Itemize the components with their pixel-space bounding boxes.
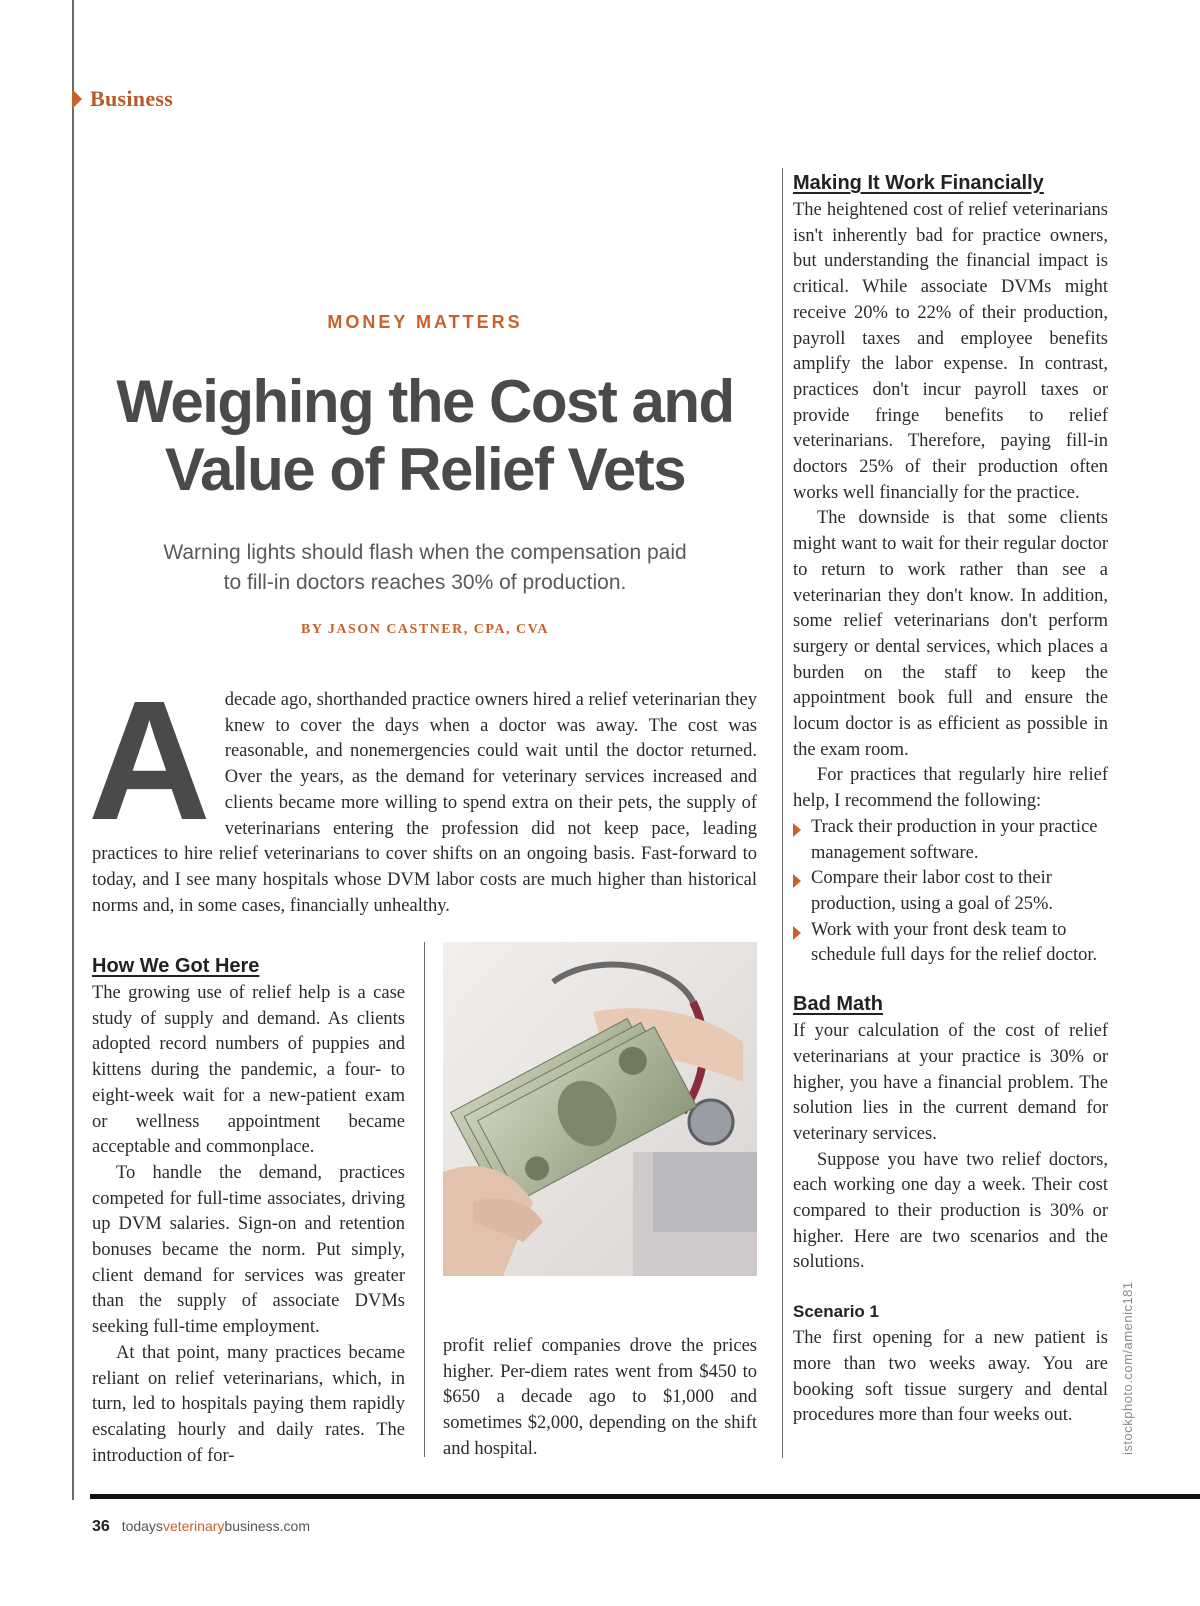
section-tag bbox=[72, 86, 173, 112]
financial-paragraph-1: The heightened cost of relief veterinarians isn't inherently bad for practice owners, but understanding the financial impact is critical. While associate DVMs might receive 20% to 22% of their production, payroll taxes and employee benefits amplify the labor expense. In contrast, practices don't incur payroll taxes or provide fringe benefits to relief veterinarians. Therefore, paying fill-in doctors 25% of their production often works well financially for the practice. bbox=[793, 200, 1108, 503]
page-number: 36 bbox=[92, 1518, 110, 1535]
list-item: Work with your front desk team to schedule full days for the relief doctor. bbox=[793, 918, 1108, 969]
column-divider-right bbox=[782, 168, 783, 1458]
column-divider bbox=[424, 942, 425, 1457]
financial-paragraph-2: The downside is that some clients might want to wait for their regular doctor to return to work rather than see a veterinarian they don't know. In addition, some relief veterinarians don't perform surgery or dental services, which places a burden on the staff to keep the appointment book full and ensure the locum doctor is as efficient as possible in the exam room. bbox=[793, 508, 1108, 760]
heading-how-we-got-here: How We Got Here bbox=[92, 955, 260, 977]
column-how-we-got-here bbox=[92, 953, 405, 1469]
triangle-marker-icon bbox=[72, 89, 82, 109]
footer bbox=[92, 1518, 310, 1536]
section-label: Business bbox=[90, 86, 174, 111]
heading-scenario-1: Scenario 1 bbox=[793, 1302, 879, 1322]
how-paragraph-2: To handle the demand, practices competed for full-time associates, driving up DVM salaries. Sign-on and retention bonuses became the norm. Put simply, client demand for services was greater than the supply of associate DVMs seeking full-time employment. bbox=[92, 1162, 405, 1338]
heading-bad-math: Bad Math bbox=[793, 993, 883, 1016]
financial-paragraph-3: For practices that regularly hire relief help, I recommend the following: bbox=[793, 765, 1108, 812]
footer-rule bbox=[90, 1494, 1200, 1499]
footer-site: todaysveterinarybusiness.com bbox=[121, 1518, 310, 1534]
column-right bbox=[793, 170, 1108, 1429]
how-paragraph-3: At that point, many practices became reliant on relief veterinarians, which, in turn, led to hospitals paying them rapidly escalating hourly and daily rates. The introduction of for- bbox=[92, 1342, 405, 1466]
byline: BY JASON CASTNER, CPA, CVA bbox=[301, 622, 549, 637]
photo-credit: istockphoto.com/amenic181 bbox=[1120, 1281, 1135, 1455]
column-how-continued bbox=[443, 1334, 757, 1463]
bullet-triangle-icon bbox=[793, 874, 801, 888]
badmath-paragraph-1: If your calculation of the cost of relief veterinarians at your practice is 30% or higher, you have a financial problem. The solution lies in the current demand for veterinary services. bbox=[793, 1021, 1108, 1144]
bullet-triangle-icon bbox=[793, 926, 801, 940]
left-margin-rule bbox=[72, 0, 74, 1500]
how-paragraph-1: The growing use of relief help is a case study of supply and demand. As clients adopted record numbers of puppies and kittens during the pandemic, a four- to eight-week wait for a new-patient exam or wellness appointment became acceptable and commonplace. bbox=[92, 983, 405, 1158]
bullet-triangle-icon bbox=[793, 823, 801, 837]
intro-text: decade ago, shorthanded practice owners hired a relief veterinarian they knew to cover the days when a doctor was away. The cost was reasonable, and nonemergencies could wait until the doctor returned. Over the years, as the demand for veterinary services increased and clients became more willing to spend extra on their pets, the supply of veterinarians entering the profession did not keep pace, leading practices to hire relief veterinarians to cover shifts on an ongoing basis. Fast-forward to today, and I see many hospitals whose DVM labor costs are much higher than historical norms and, in some cases, financially unhealthy. bbox=[92, 690, 757, 916]
badmath-paragraph-2: Suppose you have two relief doctors, each working one day a week. Their cost compared to their production is 30% or higher. Here are two scenarios and the solutions. bbox=[793, 1149, 1108, 1273]
intro-paragraph bbox=[88, 666, 757, 919]
kicker: MONEY MATTERS bbox=[327, 312, 523, 332]
heading-making-it-work: Making It Work Financially bbox=[793, 172, 1044, 194]
money-photo-image bbox=[443, 942, 757, 1276]
list-item: Compare their labor cost to their production, using a goal of 25%. bbox=[793, 866, 1108, 917]
scenario1-paragraph-1: The first opening for a new patient is more than two weeks away. You are booking soft tissue surgery and dental procedures more than four weeks out. bbox=[793, 1328, 1108, 1426]
drop-cap: A bbox=[88, 666, 211, 856]
headline: Weighing the Cost and Value of Relief Vets bbox=[116, 368, 734, 503]
list-item: Track their production in your practice management software. bbox=[793, 815, 1108, 866]
recommendations-list bbox=[793, 815, 1108, 969]
dek: Warning lights should flash when the compensation paid to fill-in doctors reaches 30% of production. bbox=[163, 541, 687, 594]
how-paragraph-4: profit relief companies drove the prices higher. Per-diem rates went from $450 to $650 a decade ago to $1,000 and sometimes $2,000, depending on the shift and hospital. bbox=[443, 1336, 757, 1459]
money-photo bbox=[443, 942, 757, 1276]
